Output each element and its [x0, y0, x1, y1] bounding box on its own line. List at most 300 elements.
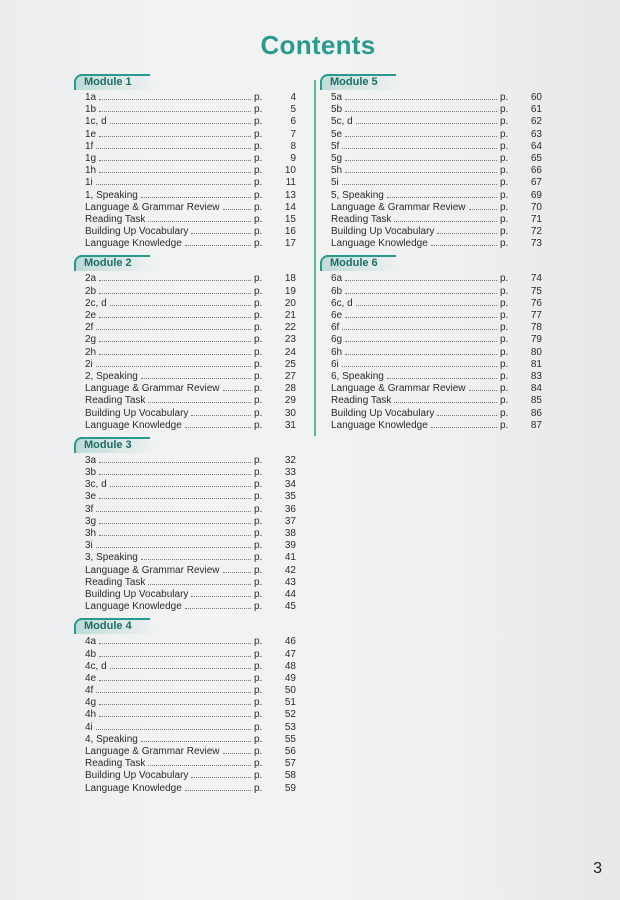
dot-leader — [99, 91, 251, 100]
module-heading: Module 4 — [74, 618, 156, 634]
toc-entry — [74, 478, 296, 490]
page-abbrev: p. — [254, 395, 263, 407]
dot-leader — [99, 346, 251, 355]
toc-entry — [74, 454, 296, 466]
dot-leader — [96, 684, 251, 693]
toc-entry — [74, 213, 296, 225]
toc-entry-title: 3g — [85, 515, 97, 527]
toc-entry-title: 6, Speaking — [331, 370, 384, 382]
toc-entry-page: 83 — [530, 370, 542, 382]
page-abbrev: p. — [500, 128, 509, 140]
dot-leader — [185, 419, 251, 428]
page-abbrev: p. — [254, 733, 263, 745]
toc-entry-title: 6c, d — [331, 297, 353, 309]
toc-entry-page: 62 — [530, 116, 542, 128]
toc-entry-title: 6i — [331, 358, 339, 370]
toc-entry-title: 2g — [85, 334, 97, 346]
module-section — [74, 255, 296, 430]
page-abbrev: p. — [254, 407, 263, 419]
toc-entry-page: 77 — [530, 310, 542, 321]
toc-entry-page: 52 — [284, 709, 296, 721]
dot-leader — [223, 382, 251, 391]
toc-entry-page: 6 — [290, 116, 296, 128]
toc-entry-title: 2b — [85, 285, 97, 297]
toc-entry-page: 33 — [284, 467, 296, 479]
toc-entry-page: 81 — [530, 358, 542, 370]
toc-entry-page: 49 — [284, 672, 296, 684]
dot-leader — [191, 769, 251, 778]
dot-leader — [99, 103, 251, 112]
toc-entry-page: 19 — [284, 285, 296, 297]
dot-leader — [185, 237, 251, 246]
toc-entry — [320, 176, 542, 188]
page-abbrev: p. — [254, 709, 263, 721]
toc-entry-page: 41 — [284, 552, 296, 564]
dot-leader — [345, 164, 497, 173]
toc-entry-page: 87 — [530, 419, 542, 431]
toc-entry — [74, 370, 296, 382]
toc-entry — [74, 515, 296, 527]
dot-leader — [99, 272, 251, 281]
toc-entry — [74, 564, 296, 576]
toc-entry-page: 63 — [530, 128, 542, 140]
toc-entry-title: 5g — [331, 152, 343, 164]
dot-leader — [99, 454, 251, 463]
toc-entry — [74, 272, 296, 284]
toc-entry — [74, 91, 296, 103]
page-abbrev: p. — [254, 454, 263, 466]
page-number: 3 — [593, 860, 602, 877]
page-abbrev: p. — [500, 189, 509, 201]
toc-entry — [74, 745, 296, 757]
toc-entry-page: 50 — [284, 685, 296, 697]
dot-leader — [345, 309, 497, 318]
toc-entry — [320, 128, 542, 140]
dot-leader — [223, 201, 251, 210]
dot-leader — [387, 189, 497, 198]
toc-entry — [74, 503, 296, 515]
toc-entry-page: 76 — [530, 297, 542, 309]
dot-leader — [99, 515, 251, 524]
page-abbrev: p. — [500, 370, 509, 382]
toc-entry-title: 1i — [85, 177, 93, 189]
page-abbrev: p. — [254, 104, 263, 116]
page-abbrev: p. — [500, 297, 509, 309]
toc-entry — [320, 309, 542, 321]
toc-entry-title: 4a — [85, 636, 97, 648]
dot-leader — [96, 176, 251, 185]
dot-leader — [345, 346, 497, 355]
dot-leader — [141, 189, 251, 198]
toc-entry-title: 6e — [331, 310, 343, 321]
toc-entry-title: 5b — [331, 104, 343, 116]
toc-entry — [74, 358, 296, 370]
toc-entry-page: 7 — [290, 128, 296, 140]
toc-entry-page: 75 — [530, 285, 542, 297]
toc-entry-title: 5h — [331, 165, 343, 177]
toc-entry-title: Language Knowledge — [85, 419, 182, 431]
dot-leader — [345, 103, 497, 112]
toc-entry-title: 5e — [331, 128, 343, 140]
toc-entry — [74, 539, 296, 551]
toc-entry — [320, 419, 542, 431]
dot-leader — [345, 152, 497, 161]
dot-leader — [141, 551, 251, 560]
dot-leader — [394, 213, 497, 222]
page-abbrev: p. — [254, 334, 263, 346]
dot-leader — [110, 478, 251, 487]
toc-entry — [74, 128, 296, 140]
toc-entry — [320, 140, 542, 152]
page-abbrev: p. — [254, 758, 263, 770]
dot-leader — [185, 600, 251, 609]
toc-entry-page: 28 — [284, 383, 296, 395]
dot-leader — [141, 733, 251, 742]
toc-entry-title: 2e — [85, 310, 97, 321]
toc-entry-page: 56 — [284, 746, 296, 757]
toc-entry-title: 2i — [85, 358, 93, 370]
page-abbrev: p. — [254, 92, 263, 103]
toc-entry-page: 29 — [284, 395, 296, 407]
toc-entry-page: 67 — [530, 177, 542, 189]
toc-entry-page: 70 — [530, 201, 542, 213]
dot-leader — [96, 721, 251, 730]
toc-entry-page: 69 — [530, 189, 542, 201]
dot-leader — [110, 115, 251, 124]
toc-entry — [320, 394, 542, 406]
dot-leader — [345, 272, 497, 281]
toc-entry-page: 58 — [284, 770, 296, 782]
toc-entry-title: 1a — [85, 92, 97, 103]
toc-entry-page: 35 — [284, 491, 296, 503]
toc-entry-page: 53 — [284, 721, 296, 733]
toc-entry — [74, 225, 296, 237]
toc-entry-page: 32 — [284, 454, 296, 466]
toc-entry — [320, 285, 542, 297]
toc-entry-title: 1g — [85, 152, 97, 164]
toc-entry-page: 27 — [284, 370, 296, 382]
toc-entry-title: 2a — [85, 273, 97, 285]
dot-leader — [99, 648, 251, 657]
toc-entry — [74, 684, 296, 696]
toc-entry — [320, 189, 542, 201]
page-abbrev: p. — [500, 226, 509, 238]
toc-entry-title: 4h — [85, 709, 97, 721]
page-abbrev: p. — [254, 273, 263, 285]
page-abbrev: p. — [254, 601, 263, 613]
dot-leader — [191, 588, 251, 597]
page-abbrev: p. — [500, 104, 509, 116]
page-abbrev: p. — [254, 467, 263, 479]
dot-leader — [437, 225, 497, 234]
dot-leader — [431, 419, 497, 428]
toc-entry-title: 3b — [85, 467, 97, 479]
toc-entry — [320, 213, 542, 225]
page-abbrev: p. — [254, 238, 263, 250]
toc-entry — [74, 407, 296, 419]
toc-entry — [74, 708, 296, 720]
toc-entry — [74, 527, 296, 539]
toc-entry-title: Reading Task — [85, 758, 146, 770]
page-abbrev: p. — [254, 491, 263, 503]
toc-entry — [320, 321, 542, 333]
toc-entry — [74, 176, 296, 188]
dot-leader — [345, 285, 497, 294]
dot-leader — [148, 213, 251, 222]
toc-entry — [74, 103, 296, 115]
toc-entry-title: Reading Task — [85, 395, 146, 407]
toc-entry-page: 84 — [530, 383, 542, 395]
toc-entry-title: 4g — [85, 697, 97, 709]
toc-entry-page: 9 — [290, 152, 296, 164]
dot-leader — [141, 370, 251, 379]
page-abbrev: p. — [500, 140, 509, 152]
toc-entry-page: 34 — [284, 479, 296, 491]
dot-leader — [110, 660, 251, 669]
toc-entry — [74, 419, 296, 431]
toc-entry-title: 1b — [85, 104, 97, 116]
dot-leader — [342, 358, 497, 367]
toc-entry — [320, 103, 542, 115]
toc-entry-title: Language Knowledge — [85, 782, 182, 794]
toc-entry-page: 22 — [284, 322, 296, 334]
toc-entry-page: 15 — [284, 213, 296, 225]
toc-entry — [74, 721, 296, 733]
page-abbrev: p. — [254, 746, 263, 757]
toc-entry-page: 44 — [284, 588, 296, 600]
dot-leader — [387, 370, 497, 379]
dot-leader — [96, 503, 251, 512]
toc-entry-page: 66 — [530, 165, 542, 177]
dot-leader — [191, 225, 251, 234]
toc-entry-title: 1, Speaking — [85, 189, 138, 201]
module-section — [320, 74, 542, 249]
toc-entry — [320, 382, 542, 394]
toc-entry-title: Reading Task — [85, 576, 146, 588]
toc-entry — [74, 576, 296, 588]
dot-leader — [99, 128, 251, 137]
toc-entry-title: Language Knowledge — [85, 238, 182, 250]
toc-entry-title: 4f — [85, 685, 94, 697]
dot-leader — [394, 394, 497, 403]
toc-entry-title: 6b — [331, 285, 343, 297]
toc-entry — [74, 140, 296, 152]
page-abbrev: p. — [500, 213, 509, 225]
toc-entry-page: 5 — [290, 104, 296, 116]
page-abbrev: p. — [254, 346, 263, 358]
toc-entry — [74, 769, 296, 781]
page-abbrev: p. — [254, 770, 263, 782]
dot-leader — [148, 576, 251, 585]
module-heading: Module 5 — [320, 74, 402, 90]
dot-leader — [342, 140, 497, 149]
toc-entry — [74, 115, 296, 127]
toc-entry — [74, 696, 296, 708]
toc-entry — [74, 782, 296, 794]
toc-entry-page: 23 — [284, 334, 296, 346]
page-abbrev: p. — [500, 419, 509, 431]
page-abbrev: p. — [500, 334, 509, 346]
toc-entry — [74, 201, 296, 213]
toc-entry-page: 43 — [284, 576, 296, 588]
page-abbrev: p. — [500, 310, 509, 321]
toc-entry-page: 10 — [284, 165, 296, 177]
toc-entry-title: 4i — [85, 721, 93, 733]
page-abbrev: p. — [500, 165, 509, 177]
page-abbrev: p. — [254, 297, 263, 309]
page-abbrev: p. — [500, 152, 509, 164]
toc-entry-title: Language & Grammar Review — [331, 201, 466, 213]
toc-entry-title: 1c, d — [85, 116, 107, 128]
page-abbrev: p. — [254, 152, 263, 164]
toc-entry-page: 30 — [284, 407, 296, 419]
toc-entry — [320, 91, 542, 103]
toc-entry-page: 80 — [530, 346, 542, 358]
page-abbrev: p. — [254, 552, 263, 564]
page-abbrev: p. — [254, 782, 263, 794]
toc-entry — [74, 551, 296, 563]
toc-entry — [74, 672, 296, 684]
dot-leader — [469, 201, 497, 210]
page-abbrev: p. — [500, 407, 509, 419]
page-abbrev: p. — [500, 383, 509, 395]
page-abbrev: p. — [254, 177, 263, 189]
right-contents-column — [320, 74, 542, 437]
toc-entry-title: 2c, d — [85, 297, 107, 309]
page-abbrev: p. — [500, 177, 509, 189]
toc-entry-page: 51 — [284, 697, 296, 709]
toc-entry — [74, 285, 296, 297]
toc-entry-page: 37 — [284, 515, 296, 527]
page-abbrev: p. — [500, 273, 509, 285]
page-abbrev: p. — [254, 201, 263, 213]
toc-entry — [74, 164, 296, 176]
toc-entry-title: Language Knowledge — [331, 238, 428, 250]
toc-entry-title: 2f — [85, 322, 94, 334]
toc-entry-page: 21 — [284, 310, 296, 321]
page-abbrev: p. — [254, 648, 263, 660]
toc-entry-page: 42 — [284, 564, 296, 576]
toc-entry — [320, 237, 542, 249]
dot-leader — [223, 745, 251, 754]
toc-entry — [74, 600, 296, 612]
toc-entry-title: Building Up Vocabulary — [85, 770, 189, 782]
toc-entry — [74, 394, 296, 406]
dot-leader — [99, 164, 251, 173]
toc-entry — [320, 115, 542, 127]
dot-leader — [223, 564, 251, 573]
page-abbrev: p. — [500, 346, 509, 358]
page-abbrev: p. — [254, 588, 263, 600]
page-abbrev: p. — [500, 395, 509, 407]
toc-entry-page: 57 — [284, 758, 296, 770]
toc-entry-title: Language Knowledge — [85, 601, 182, 613]
page-abbrev: p. — [254, 383, 263, 395]
toc-entry-title: Reading Task — [331, 395, 392, 407]
page-abbrev: p. — [500, 201, 509, 213]
toc-entry — [74, 309, 296, 321]
toc-entry-page: 78 — [530, 322, 542, 334]
toc-entry-title: Building Up Vocabulary — [85, 588, 189, 600]
dot-leader — [99, 527, 251, 536]
toc-entry — [74, 382, 296, 394]
page-abbrev: p. — [254, 189, 263, 201]
toc-entry-title: Building Up Vocabulary — [331, 407, 435, 419]
module-section — [74, 437, 296, 612]
page-abbrev: p. — [254, 226, 263, 238]
page-abbrev: p. — [254, 116, 263, 128]
page-abbrev: p. — [500, 358, 509, 370]
toc-entry-page: 20 — [284, 297, 296, 309]
page-abbrev: p. — [254, 128, 263, 140]
toc-entry-title: 1e — [85, 128, 97, 140]
toc-entry-title: 5a — [331, 92, 343, 103]
toc-entry-page: 38 — [284, 528, 296, 539]
toc-entry — [74, 189, 296, 201]
page-abbrev: p. — [254, 285, 263, 297]
page-abbrev: p. — [254, 515, 263, 527]
toc-entry-page: 72 — [530, 226, 542, 238]
dot-leader — [96, 539, 251, 548]
toc-entry-title: 4c, d — [85, 660, 107, 672]
page-abbrev: p. — [254, 503, 263, 515]
dot-leader — [99, 333, 251, 342]
toc-entry-page: 4 — [290, 92, 296, 103]
toc-entry-title: 3a — [85, 454, 97, 466]
toc-entry-page: 31 — [284, 419, 296, 431]
page-abbrev: p. — [254, 576, 263, 588]
toc-entry-page: 39 — [284, 540, 296, 552]
toc-entry-page: 11 — [285, 177, 296, 189]
toc-entry-title: 3f — [85, 503, 94, 515]
toc-entry — [74, 660, 296, 672]
page-abbrev: p. — [254, 165, 263, 177]
toc-entry — [320, 407, 542, 419]
toc-entry-page: 46 — [284, 636, 296, 648]
toc-entry — [74, 321, 296, 333]
dot-leader — [99, 635, 251, 644]
dot-leader — [99, 309, 251, 318]
toc-entry-page: 59 — [284, 782, 296, 794]
toc-entry-page: 65 — [530, 152, 542, 164]
toc-entry-title: 4e — [85, 672, 97, 684]
dot-leader — [356, 297, 497, 306]
page-abbrev: p. — [254, 685, 263, 697]
toc-entry-title: Language & Grammar Review — [85, 746, 220, 757]
dot-leader — [96, 140, 251, 149]
toc-entry-title: 3c, d — [85, 479, 107, 491]
toc-entry-title: Language & Grammar Review — [85, 383, 220, 395]
dot-leader — [96, 321, 251, 330]
toc-entry-title: 6h — [331, 346, 343, 358]
toc-entry-page: 60 — [530, 92, 542, 103]
toc-entry-title: 5i — [331, 177, 339, 189]
toc-entry-title: Language Knowledge — [331, 419, 428, 431]
toc-entry-title: Building Up Vocabulary — [331, 226, 435, 238]
module-heading: Module 3 — [74, 437, 156, 453]
toc-entry-page: 17 — [284, 238, 296, 250]
toc-entry-title: Building Up Vocabulary — [85, 226, 189, 238]
toc-entry-page: 45 — [284, 601, 296, 613]
toc-entry-page: 79 — [530, 334, 542, 346]
module-section — [74, 74, 296, 249]
left-contents-column — [74, 74, 296, 800]
page-abbrev: p. — [254, 322, 263, 334]
toc-entry-title: 2h — [85, 346, 97, 358]
dot-leader — [99, 152, 251, 161]
module-heading: Module 6 — [320, 255, 402, 271]
toc-entry — [320, 297, 542, 309]
